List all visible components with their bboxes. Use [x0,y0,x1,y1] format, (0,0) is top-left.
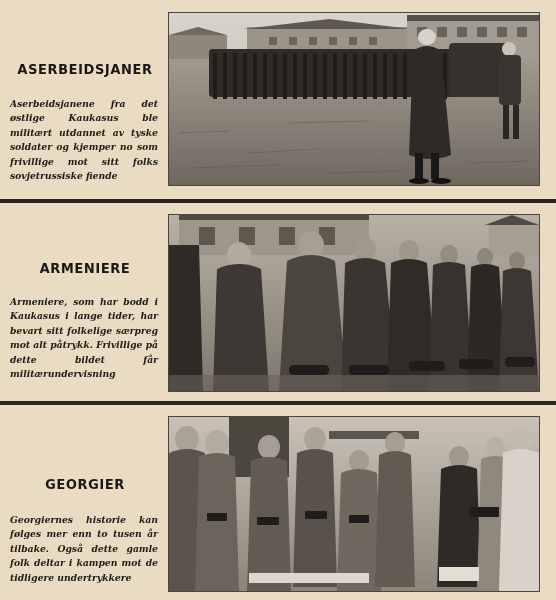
section-heading: GEORGIER [45,478,125,493]
text-column [0,406,166,600]
section-caption: Aserbeidsjanene fra det østlige Kaukasus ble militært utdannet av tyske soldater og kjemper no som frivillige mot sitt folks sovjetrussiske fiende [10,99,158,183]
section-aserbeidsjaner [0,0,556,198]
section-georgier [0,406,556,600]
photo-soldiers-reading [168,416,540,592]
photo-image [169,417,539,591]
photo-soldiers-seated [168,214,540,392]
text-column [0,0,166,198]
section-caption: Georgiernes historie kan følges mer enn to tusen år tilbake. Også dette gamle folk deltar i kampen mot de tidligere undertrykkere [10,515,158,584]
photo-image [169,13,539,185]
section-caption: Armeniere, som har bodd i Kaukasus i lange tider, har bevart sitt folkelige særpreg mot alt påtrykk. Frivillige på dette bildet får militærundervisning [10,297,158,381]
section-divider [0,199,556,203]
text-column [0,204,166,400]
section-divider [0,401,556,405]
photo-soldiers-parade [168,12,540,186]
section-armeniere [0,204,556,400]
section-heading: ASERBEIDSJANER [17,63,153,78]
photo-image [169,215,539,391]
section-heading: ARMENIERE [39,262,131,277]
